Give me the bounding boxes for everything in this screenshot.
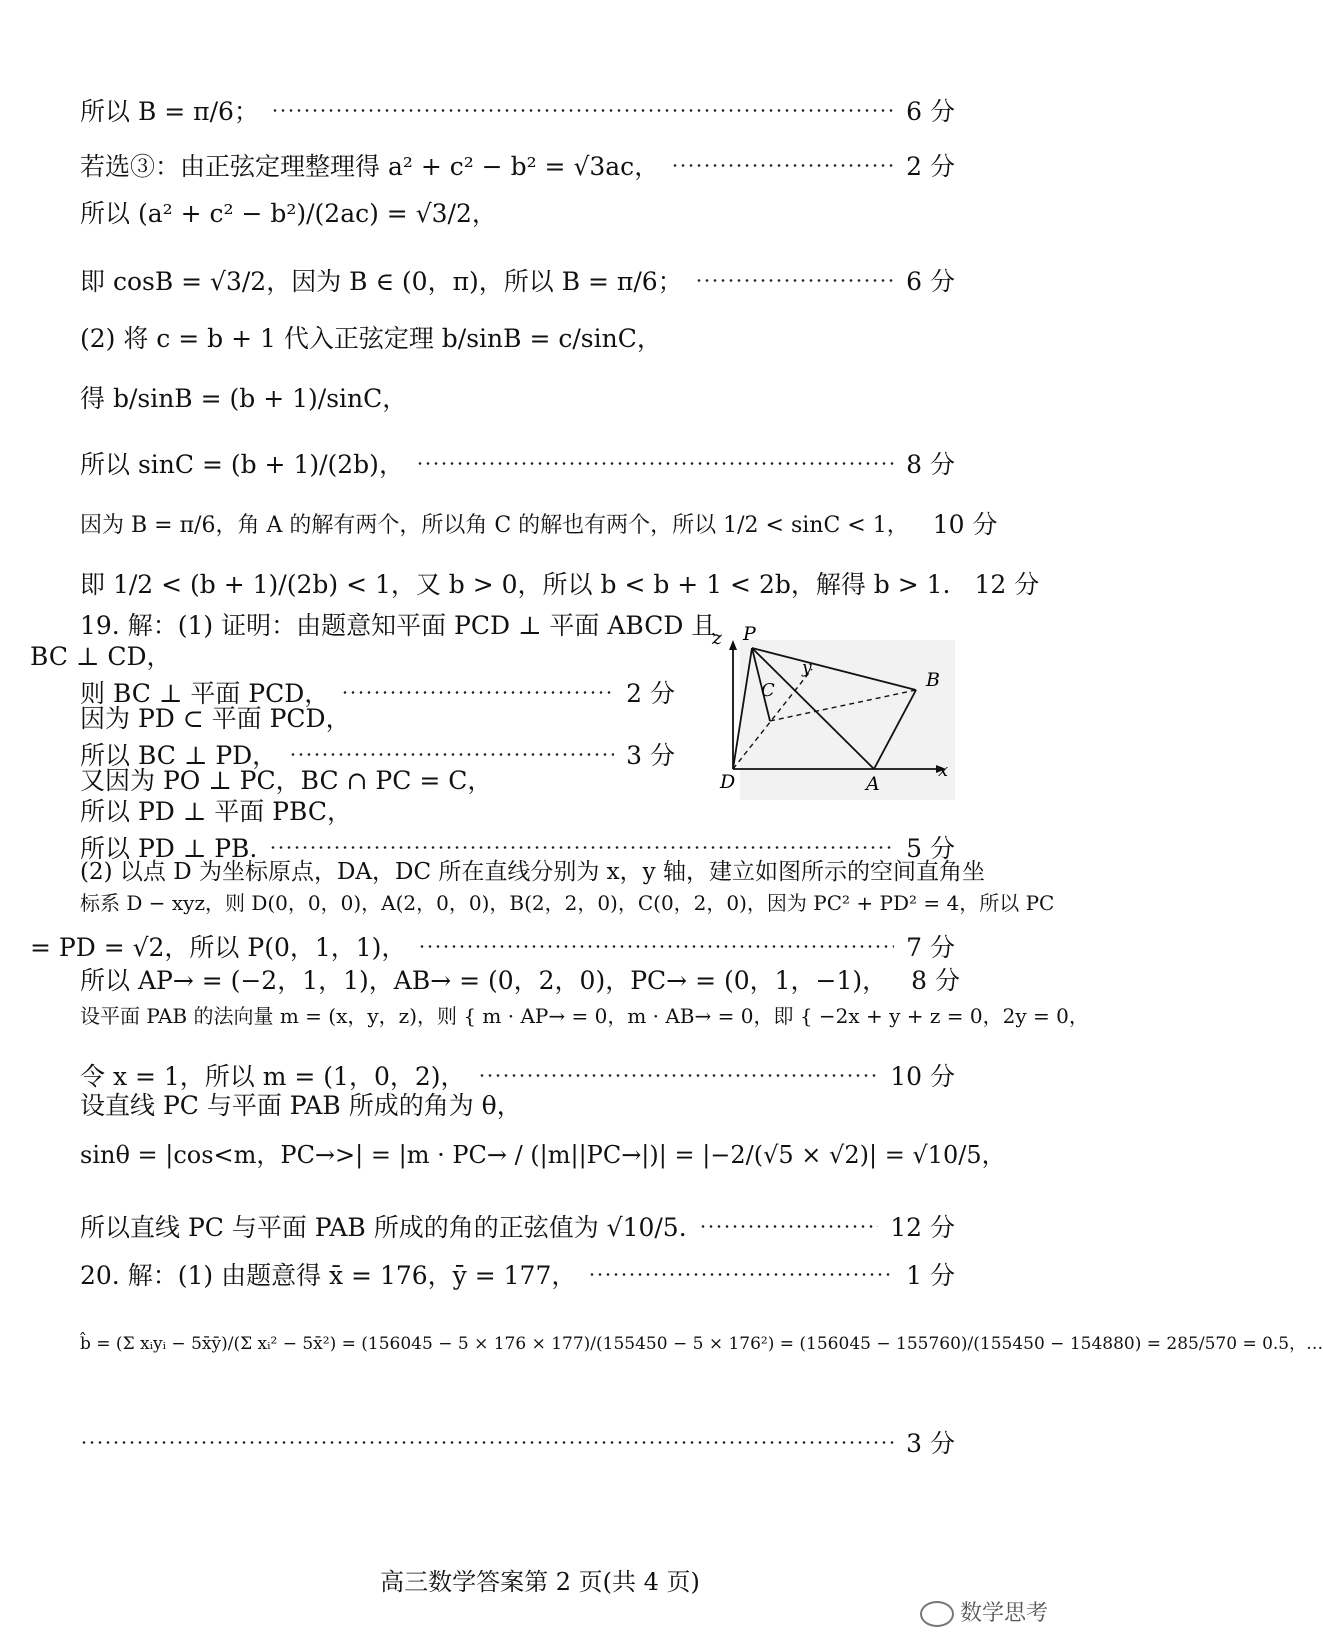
line-18: 标系 D − xyz，则 D(0，0，0)，A(2，0，0)，B(2，2，0)，C(0，2，0)，因为 PC² + PD² = 4，所以 PC bbox=[80, 891, 1055, 915]
line-13: 所以 BC ⊥ PD， bbox=[80, 741, 278, 770]
line-22-row bbox=[80, 1057, 955, 1093]
score-3: 8 分 bbox=[906, 450, 955, 479]
line-7: 因为 B = π/6，角 A 的解有两个，所以角 C 的解也有两个，所以 1/2 < sinC < 1， bbox=[80, 512, 909, 538]
label-x: x bbox=[938, 760, 949, 781]
line-26-row bbox=[80, 1256, 955, 1292]
score-11: 10 分 bbox=[890, 1062, 955, 1091]
line-24: sinθ = |cos<m，PC→>| = |m · PC→ / (|m||PC→|)| = |−2/(√5 × √2)| = √10/5， bbox=[80, 1141, 1006, 1169]
wechat-icon bbox=[920, 1601, 954, 1627]
leader-dots bbox=[588, 1273, 894, 1276]
page-footer: 高三数学答案第 2 页(共 4 页) bbox=[380, 1568, 700, 1596]
leader-dots bbox=[269, 846, 894, 849]
line-11: 则 BC ⊥ 平面 PCD， bbox=[80, 679, 330, 708]
line-21: 设平面 PAB 的法向量 m = (x，y，z)，则 { m · AP→ = 0，m · AB→ = 0，即 { −2x + y + z = 0，2y = 0， bbox=[80, 1004, 1089, 1028]
leader-dots bbox=[671, 164, 894, 167]
line-0-row bbox=[80, 92, 955, 128]
line-6: 所以 sinC = (b + 1)/(2b)， bbox=[80, 450, 404, 479]
line-1: 若选③：由正弦定理整理得 a² + c² − b² = √3ac， bbox=[80, 152, 660, 181]
score-8: 5 分 bbox=[906, 834, 955, 863]
score-1: 2 分 bbox=[906, 152, 955, 181]
line-10: BC ⊥ CD， bbox=[30, 642, 172, 671]
watermark-text: 数学思考 bbox=[959, 1601, 1048, 1626]
label-c: C bbox=[761, 680, 775, 701]
line-23: 设直线 PC 与平面 PAB 所成的角为 θ， bbox=[80, 1091, 522, 1120]
leader-dots bbox=[289, 753, 614, 756]
leader-dots bbox=[695, 279, 894, 282]
line-25-row bbox=[80, 1208, 955, 1244]
score-5: 12 分 bbox=[974, 570, 1040, 599]
geometry-figure bbox=[712, 623, 955, 800]
leader-dots bbox=[478, 1074, 879, 1077]
line-12: 因为 PD ⊂ 平面 PCD， bbox=[80, 704, 351, 733]
line-20: 所以 AP→ = (−2，1，1)，AB→ = (0，2，0)，PC→ = (0，1，−1)， bbox=[80, 966, 888, 995]
label-p: P bbox=[743, 623, 756, 645]
label-d: D bbox=[720, 771, 736, 793]
leader-dots bbox=[271, 109, 894, 112]
line-14: 又因为 PO ⊥ PC，BC ∩ PC = C， bbox=[80, 766, 493, 795]
line-19-row bbox=[30, 928, 955, 964]
label-a: A bbox=[866, 773, 880, 795]
line-1-row bbox=[80, 147, 955, 183]
leader-dots bbox=[80, 1441, 894, 1444]
score-6: 2 分 bbox=[626, 679, 675, 708]
score-0: 6 分 bbox=[906, 97, 955, 126]
line-19: = PD = √2，所以 P(0，1，1)， bbox=[30, 933, 407, 962]
line-15: 所以 PD ⊥ 平面 PBC， bbox=[80, 797, 352, 826]
label-y: y bbox=[802, 658, 812, 678]
score-13: 1 分 bbox=[906, 1261, 955, 1290]
line-4: (2) 将 c = b + 1 代入正弦定理 b/sinB = c/sinC， bbox=[80, 324, 662, 353]
line-27: b̂ = (Σ xᵢyᵢ − 5x̄ȳ)/(Σ xᵢ² − 5x̄²) = (156045 − 5 × 176 × 177)/(155450 − 5 × 176²) = (156045 − 155760)/(155450 − 154880) = 285/570 = 0.5，… bbox=[80, 1334, 1323, 1354]
score-12: 12 分 bbox=[890, 1213, 955, 1242]
leader-dots bbox=[416, 462, 894, 465]
line-8-row bbox=[80, 565, 1040, 601]
score-14: 3 分 bbox=[906, 1429, 955, 1458]
label-z: z bbox=[712, 627, 723, 649]
leader-dots bbox=[699, 1225, 879, 1228]
line-5: 得 b/sinB = (b + 1)/sinC， bbox=[80, 384, 408, 413]
score-7: 3 分 bbox=[626, 741, 675, 770]
line-16: 所以 PD ⊥ PB. bbox=[80, 834, 258, 863]
leader-dots bbox=[418, 945, 894, 948]
line-25: 所以直线 PC 与平面 PAB 所成的角的正弦值为 √10/5. bbox=[80, 1213, 687, 1242]
line-9: 19. 解：(1) 证明：由题意知平面 PCD ⊥ 平面 ABCD 且 bbox=[80, 611, 717, 640]
line-22: 令 x = 1，所以 m = (1，0，2)， bbox=[80, 1062, 466, 1091]
score-9: 7 分 bbox=[906, 933, 955, 962]
line-3: 即 cosB = √3/2，因为 B ∈ (0，π)，所以 B = π/6； bbox=[80, 267, 683, 296]
leader-dots bbox=[341, 691, 614, 694]
label-b: B bbox=[926, 669, 940, 691]
line-7-row bbox=[80, 505, 998, 541]
watermark bbox=[920, 1596, 1048, 1627]
line-score-row bbox=[80, 1424, 955, 1460]
line-8: 即 1/2 < (b + 1)/(2b) < 1，又 b > 0，所以 b < b + 1 < 2b，解得 b > 1. bbox=[80, 570, 951, 599]
line-20-row bbox=[80, 961, 960, 997]
line-6-row bbox=[80, 445, 955, 481]
score-4: 10 分 bbox=[932, 510, 998, 539]
line-3-row bbox=[80, 262, 955, 298]
line-2: 所以 (a² + c² − b²)/(2ac) = √3/2， bbox=[80, 199, 497, 228]
line-26: 20. 解：(1) 由题意得 x̄ = 176，ȳ = 177， bbox=[80, 1261, 577, 1290]
line-0: 所以 B = π/6； bbox=[80, 97, 259, 126]
z-arrow-icon bbox=[729, 640, 737, 650]
score-10: 8 分 bbox=[911, 966, 960, 995]
line-17: (2) 以点 D 为坐标原点，DA，DC 所在直线分别为 x，y 轴，建立如图所示的空间直角坐 bbox=[80, 859, 985, 885]
score-2: 6 分 bbox=[906, 267, 955, 296]
